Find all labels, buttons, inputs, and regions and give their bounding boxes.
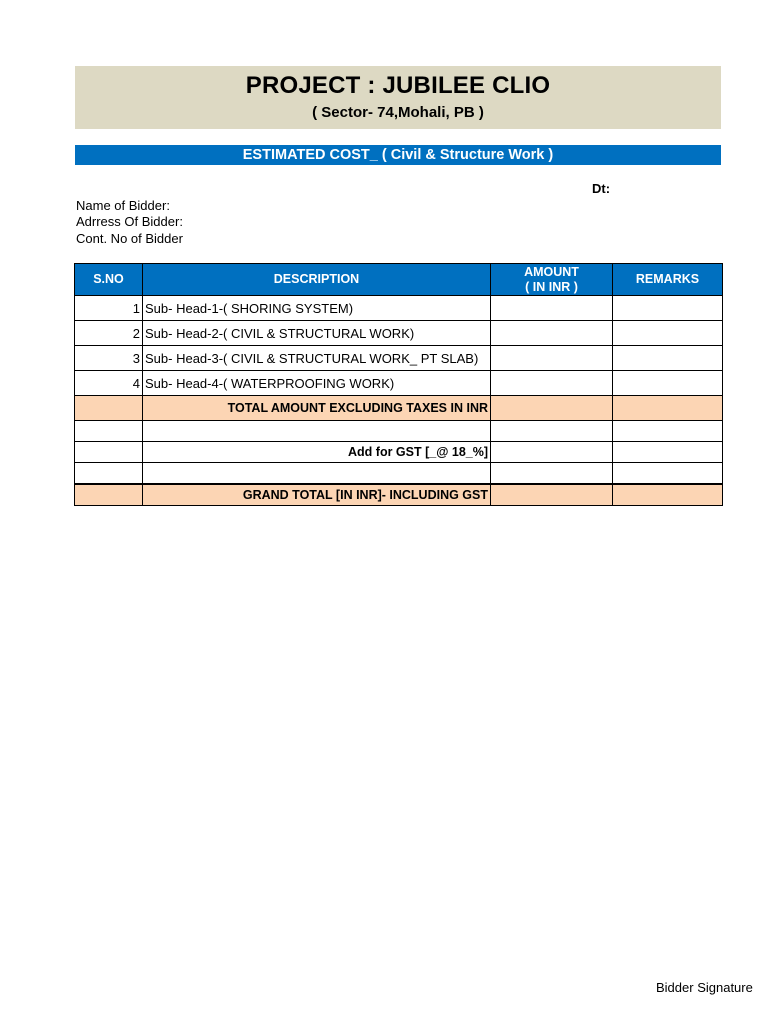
header-amount-line2: ( IN INR ) bbox=[525, 279, 578, 294]
total-remarks-cell[interactable] bbox=[613, 396, 723, 421]
header-remarks: REMARKS bbox=[613, 264, 723, 296]
row-amount-cell[interactable] bbox=[491, 321, 613, 346]
estimated-cost-banner: ESTIMATED COST_ ( Civil & Structure Work ) bbox=[75, 145, 721, 165]
header-amount-line1: AMOUNT bbox=[524, 264, 579, 279]
row-amount-cell[interactable] bbox=[491, 296, 613, 321]
gst-amount-cell[interactable] bbox=[491, 442, 613, 463]
gst-row bbox=[75, 442, 723, 463]
grand-total-remarks-cell[interactable] bbox=[613, 484, 723, 506]
row-sno: 3 bbox=[75, 346, 143, 371]
table-header-row bbox=[75, 264, 723, 296]
project-location: ( Sector- 74,Mohali, PB ) bbox=[312, 104, 484, 121]
date-label: Dt: bbox=[592, 181, 611, 196]
table-row bbox=[75, 296, 723, 321]
bidder-contact-label: Cont. No of Bidder bbox=[76, 230, 183, 246]
grand-total-amount-cell[interactable] bbox=[491, 484, 613, 506]
bidder-signature-label: Bidder Signature bbox=[656, 980, 753, 995]
bidder-info bbox=[76, 198, 183, 247]
gst-remarks-cell[interactable] bbox=[613, 442, 723, 463]
total-amount-label: TOTAL AMOUNT EXCLUDING TAXES IN INR bbox=[143, 396, 491, 421]
grand-total-label: GRAND TOTAL [IN INR]- INCLUDING GST bbox=[143, 484, 491, 506]
table-row bbox=[75, 346, 723, 371]
header-amount bbox=[491, 264, 613, 296]
row-description: Sub- Head-2-( CIVIL & STRUCTURAL WORK) bbox=[143, 321, 491, 346]
row-sno: 4 bbox=[75, 371, 143, 396]
header-description: DESCRIPTION bbox=[143, 264, 491, 296]
row-remarks-cell[interactable] bbox=[613, 346, 723, 371]
row-amount-cell[interactable] bbox=[491, 346, 613, 371]
row-amount-cell[interactable] bbox=[491, 371, 613, 396]
row-remarks-cell[interactable] bbox=[613, 296, 723, 321]
bidder-address-label: Adrress Of Bidder: bbox=[76, 214, 183, 230]
total-sno-cell bbox=[75, 396, 143, 421]
bidder-name-label: Name of Bidder: bbox=[76, 198, 170, 213]
blank-row bbox=[75, 421, 723, 442]
cost-table bbox=[74, 263, 723, 506]
blank-row bbox=[75, 463, 723, 485]
row-sno: 2 bbox=[75, 321, 143, 346]
table-row bbox=[75, 371, 723, 396]
row-sno: 1 bbox=[75, 296, 143, 321]
total-amount-cell[interactable] bbox=[491, 396, 613, 421]
header-sno: S.NO bbox=[75, 264, 143, 296]
gst-label: Add for GST [_@ 18_%] bbox=[143, 442, 491, 463]
project-header bbox=[75, 66, 721, 129]
row-remarks-cell[interactable] bbox=[613, 371, 723, 396]
project-title: PROJECT : JUBILEE CLIO bbox=[245, 72, 551, 99]
table-row bbox=[75, 321, 723, 346]
total-row bbox=[75, 396, 723, 421]
grand-total-row bbox=[75, 484, 723, 506]
row-description: Sub- Head-1-( SHORING SYSTEM) bbox=[143, 296, 491, 321]
row-description: Sub- Head-4-( WATERPROOFING WORK) bbox=[143, 371, 491, 396]
row-remarks-cell[interactable] bbox=[613, 321, 723, 346]
row-description: Sub- Head-3-( CIVIL & STRUCTURAL WORK_ PT SLAB) bbox=[143, 346, 491, 371]
